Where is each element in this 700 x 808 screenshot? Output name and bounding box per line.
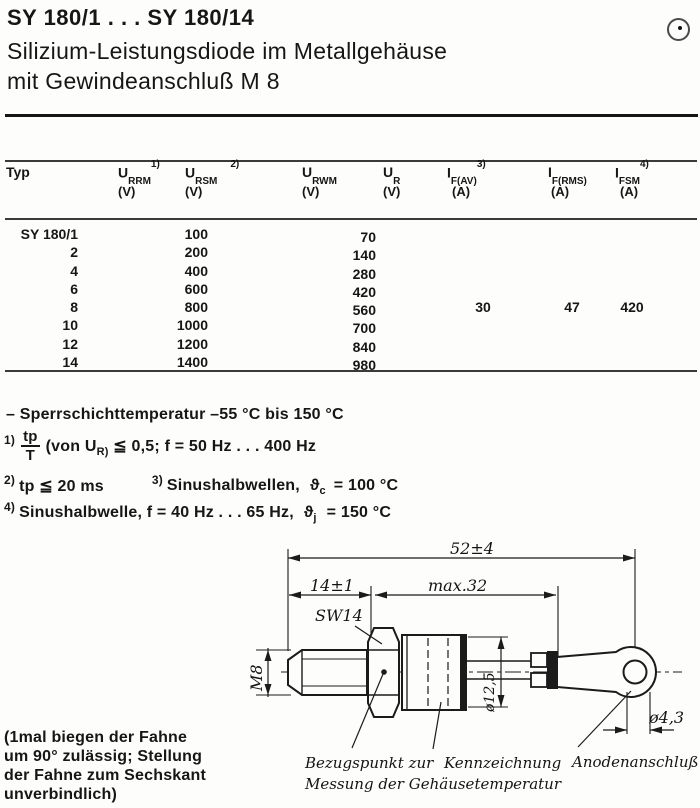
subtitle-line-2: mit Gewindeanschluß M 8 [7,68,280,94]
dia-hole-label: ø4,3 [649,708,685,727]
subtitle-line-1: Silizium-Leistungsdiode im Metallgehäuse [7,38,448,64]
tp-over-t-fraction: $\frac{tp}{T}$ [23,428,38,464]
cell-urwm: 420 [352,284,376,300]
remark-line-3: der Fahne zum Sechskant [4,767,206,784]
col-header-typ: Typ [6,164,30,180]
cell-typ: SY 180/1 [20,226,78,242]
cell-typ: 8 [70,299,78,315]
marking-label: Kennzeichnung [444,754,562,772]
cell-typ: 2 [70,244,78,260]
thread-label-m8: M8 [247,664,266,691]
ref-point-label-line1: Bezugspunkt zur [305,754,434,772]
cell-typ: 6 [70,281,78,297]
remark-line-4: unverbindlich) [4,786,118,803]
theta-case-symbol: $ϑ_c$ [309,477,326,497]
cell-typ: 14 [62,354,78,370]
col-header-ifav: $I_{F(AV)}^{3)}$ (A) [447,159,486,199]
cell-urwm: 560 [352,302,376,318]
cell-urwm: 280 [352,266,376,282]
junction-temp-note: – Sperrschichttemperatur –55 °C bis 150 °C [6,406,344,423]
remark-line-1: (1mal biegen der Fahne [4,729,188,746]
cell-typ: 12 [62,336,78,352]
cell-urwm: 980 [352,357,376,373]
dim-label-body: max.32 [428,576,488,595]
threaded-stud [288,650,367,695]
col-header-ur: $U_R$ (V) [383,164,401,199]
case-body [402,635,466,710]
cell-typ: 4 [70,263,78,279]
cell-urrm: 1200 [176,336,208,352]
footnote-4-marker: 4) [4,500,16,514]
ref-point-label-line2: Messung der Gehäusetemperatur [305,775,562,793]
cell-urwm: 700 [352,320,376,336]
anode-lug [557,647,656,697]
cell-urrm: 100 [184,226,208,242]
cell-urwm: 840 [352,339,376,355]
footnote-2-marker: 2) [4,473,16,487]
dim-label-stud: 14±1 [310,576,354,595]
lead-wire [466,661,532,679]
anode-label: Anodenanschluß [572,753,699,771]
cell-urwm: 70 [360,229,376,245]
cell-typ: 10 [62,317,78,333]
dia-body-label: ø12,5 [482,672,498,712]
footnote-1-marker: 1) [4,433,16,447]
page-title: SY 180/1 . . . SY 180/14 [7,5,255,30]
cell-ifsm-shared: 420 [620,299,644,315]
col-header-ifrms: $I_{F(RMS)}$ (A) [548,164,587,199]
bending-remark [4,728,206,804]
footnote-2-text: tp ≦ 20 ms [19,478,104,495]
cell-urrm: 400 [184,263,208,279]
cell-urrm: 1400 [176,354,208,370]
footnote-1-text: (von $U_{R)}$ ≦ 0,5; f = 50 Hz . . . 400 Hz [45,438,317,458]
cell-urrm: 200 [184,244,208,260]
cell-ifav-shared: 30 [475,299,491,315]
cell-urwm: 140 [352,247,376,263]
col-header-ursm: $U_{RSM}^{2)}$ (V) [185,159,240,199]
footnote-4-text: Sinushalbwelle, f = 40 Hz . . . 65 Hz, [19,504,294,521]
footnote-3-marker: 3) [151,473,163,487]
remark-line-2: um 90° zulässig; Stellung [4,748,203,765]
col-header-urwm: $U_{RWM}$ (V) [302,164,337,199]
footnote-4-value: = 150 °C [326,504,392,521]
leader-anode [578,691,631,747]
footnote-3-text: Sinushalbwellen, [166,477,300,494]
theta-junction-symbol: $ϑ_j$ [303,504,317,524]
cell-ifrms-shared: 47 [564,299,580,315]
col-header-ifsm: $I_{FSM}^{4)}$ (A) [615,159,649,199]
ref-point-dot [381,669,387,675]
footnote-3-value: = 100 °C [333,477,399,494]
cell-urrm: 600 [184,281,208,297]
dim-label-overall: 52±4 [450,539,494,558]
cell-urrm: 800 [184,299,208,315]
cell-urrm: 1000 [176,317,208,333]
crimp-sleeve [531,651,558,689]
wrench-size-label: SW14 [315,606,363,625]
col-header-urrm: $U_{RRM}^{1)}$ (V) [118,159,160,199]
